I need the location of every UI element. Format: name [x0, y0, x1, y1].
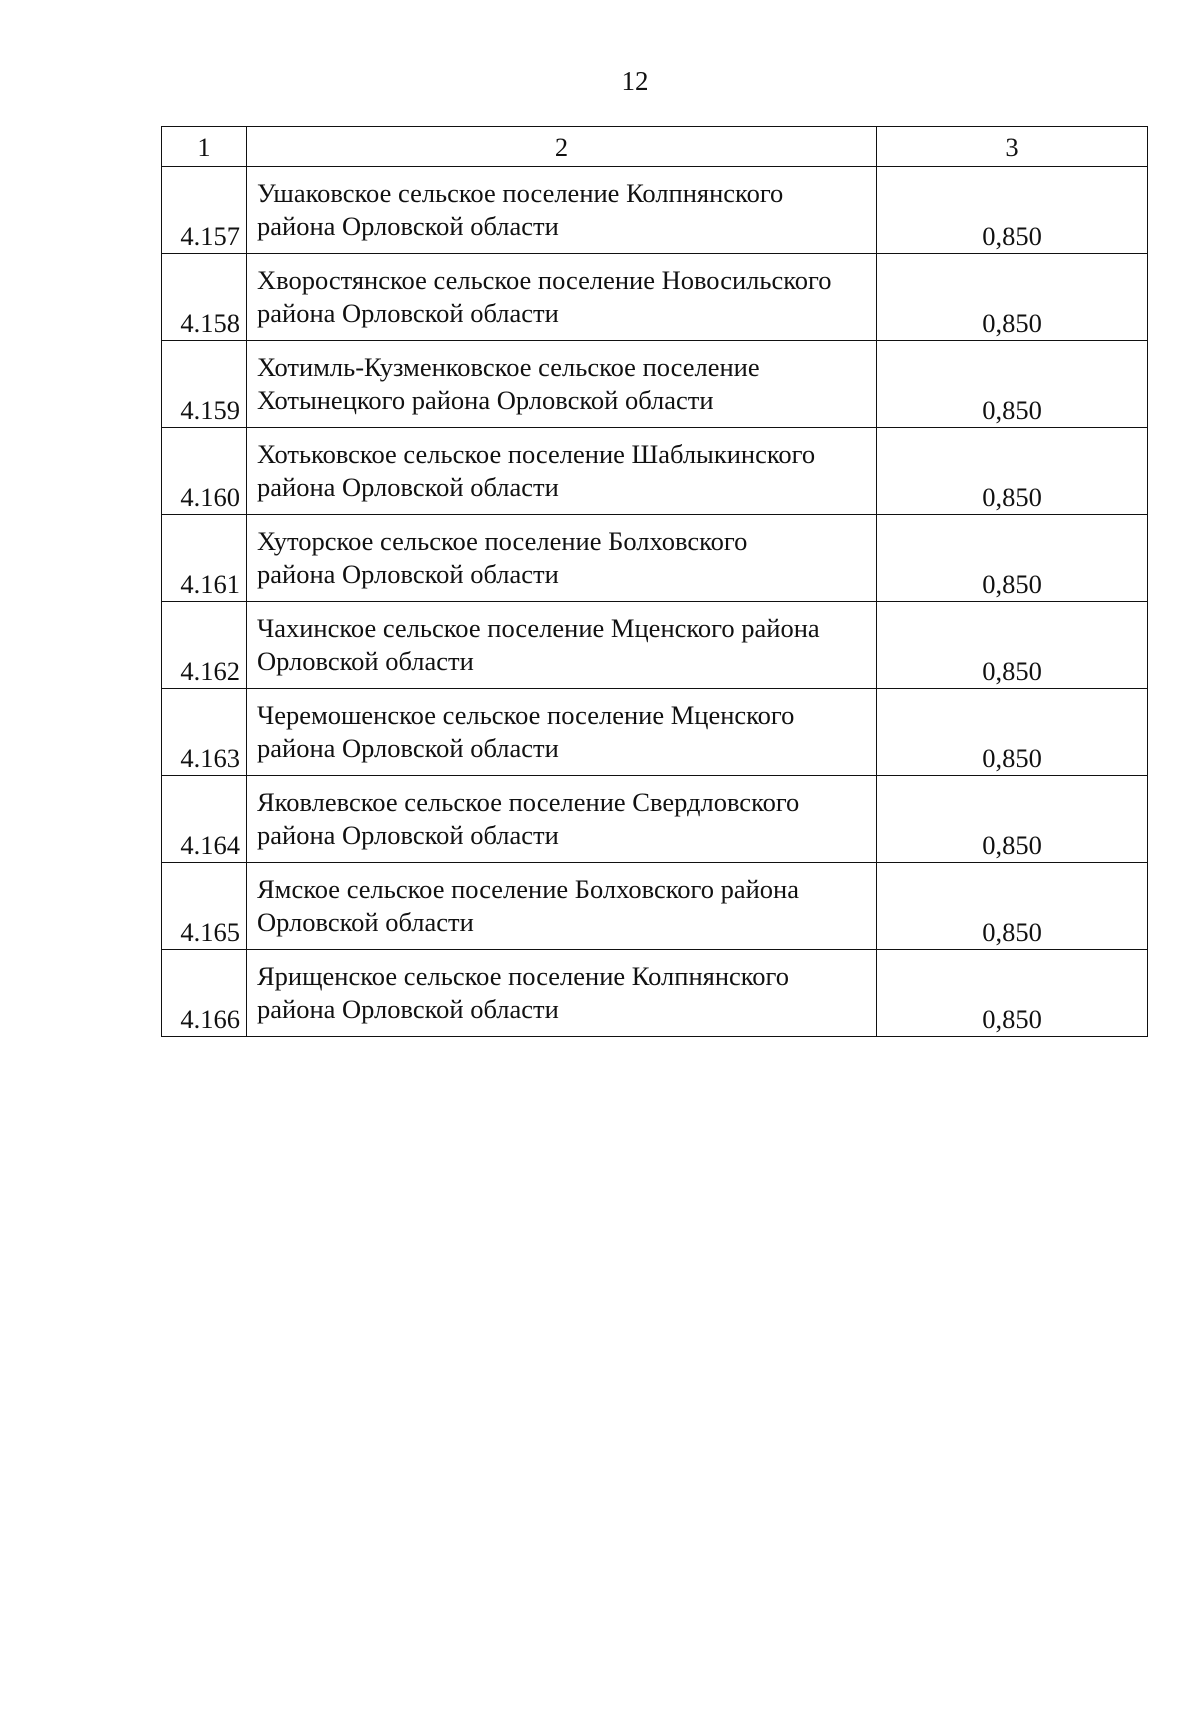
settlement-name-line-1: Ушаковское сельское поселение Колпнянского [257, 178, 784, 208]
settlement-name-cell [247, 254, 877, 341]
coefficient-value-cell: 0,850 [877, 776, 1148, 863]
settlement-name-line-2: Хотынецкого района Орловской области [257, 385, 714, 415]
row-number-cell: 4.159 [162, 341, 247, 428]
settlement-name-line-2: Орловской области [257, 907, 474, 937]
settlement-name-line-2: района Орловской области [257, 298, 559, 328]
settlement-name-line-2: Орловской области [257, 646, 474, 676]
coefficient-value-cell: 0,850 [877, 515, 1148, 602]
row-number-cell: 4.160 [162, 428, 247, 515]
settlement-name-line-1: Яковлевское сельское поселение Свердловского [257, 787, 800, 817]
row-number-cell: 4.166 [162, 950, 247, 1037]
coefficient-table [161, 126, 1148, 1037]
settlement-name-line-1: Ямское сельское поселение Болховского района [257, 874, 799, 904]
table-row [162, 515, 1148, 602]
table-header-row [162, 127, 1148, 167]
table-row [162, 254, 1148, 341]
settlement-name-cell [247, 950, 877, 1037]
page-number: 12 [621, 66, 649, 96]
coefficient-value-cell: 0,850 [877, 254, 1148, 341]
settlement-name-line-1: Хуторское сельское поселение Болховского [257, 526, 748, 556]
settlement-name-line-2: района Орловской области [257, 994, 559, 1024]
header-cell-2: 2 [247, 127, 877, 167]
coefficient-value-cell: 0,850 [877, 602, 1148, 689]
coefficient-value-cell: 0,850 [877, 863, 1148, 950]
settlement-name-cell [247, 863, 877, 950]
settlement-name-cell [247, 602, 877, 689]
settlement-name-line-2: района Орловской области [257, 472, 559, 502]
settlement-name-line-1: Хотьковское сельское поселение Шаблыкинского [257, 439, 816, 469]
settlement-name-line-1: Ярищенское сельское поселение Колпнянского [257, 961, 790, 991]
row-number-cell: 4.158 [162, 254, 247, 341]
row-number-cell: 4.162 [162, 602, 247, 689]
row-number-cell: 4.157 [162, 167, 247, 254]
row-number-cell: 4.165 [162, 863, 247, 950]
table-row [162, 341, 1148, 428]
coefficient-value-cell: 0,850 [877, 167, 1148, 254]
settlement-name-line-2: района Орловской области [257, 559, 559, 589]
settlement-name-cell [247, 776, 877, 863]
row-number-cell: 4.161 [162, 515, 247, 602]
settlement-name-line-2: района Орловской области [257, 211, 559, 241]
coefficient-value-cell: 0,850 [877, 341, 1148, 428]
settlement-name-line-1: Хотимль-Кузменковское сельское поселение [257, 352, 760, 382]
table-row [162, 602, 1148, 689]
header-cell-3: 3 [877, 127, 1148, 167]
settlement-name-line-1: Хворостянское сельское поселение Новосильского [257, 265, 832, 295]
header-cell-1: 1 [162, 127, 247, 167]
settlement-name-cell [247, 689, 877, 776]
row-number-cell: 4.164 [162, 776, 247, 863]
table-row [162, 776, 1148, 863]
table-row [162, 428, 1148, 515]
settlement-name-cell [247, 167, 877, 254]
table-row [162, 863, 1148, 950]
coefficient-value-cell: 0,850 [877, 689, 1148, 776]
row-number-cell: 4.163 [162, 689, 247, 776]
settlement-name-cell [247, 341, 877, 428]
settlement-name-line-2: района Орловской области [257, 820, 559, 850]
table-row [162, 689, 1148, 776]
settlement-name-cell [247, 428, 877, 515]
coefficient-value-cell: 0,850 [877, 950, 1148, 1037]
coefficient-value-cell: 0,850 [877, 428, 1148, 515]
settlement-name-cell [247, 515, 877, 602]
table-body [162, 127, 1148, 1037]
settlement-name-line-1: Чахинское сельское поселение Мценского района [257, 613, 820, 643]
settlement-name-line-1: Черемошенское сельское поселение Мценского [257, 700, 795, 730]
settlement-name-line-2: района Орловской области [257, 733, 559, 763]
table-row [162, 950, 1148, 1037]
table-row [162, 167, 1148, 254]
